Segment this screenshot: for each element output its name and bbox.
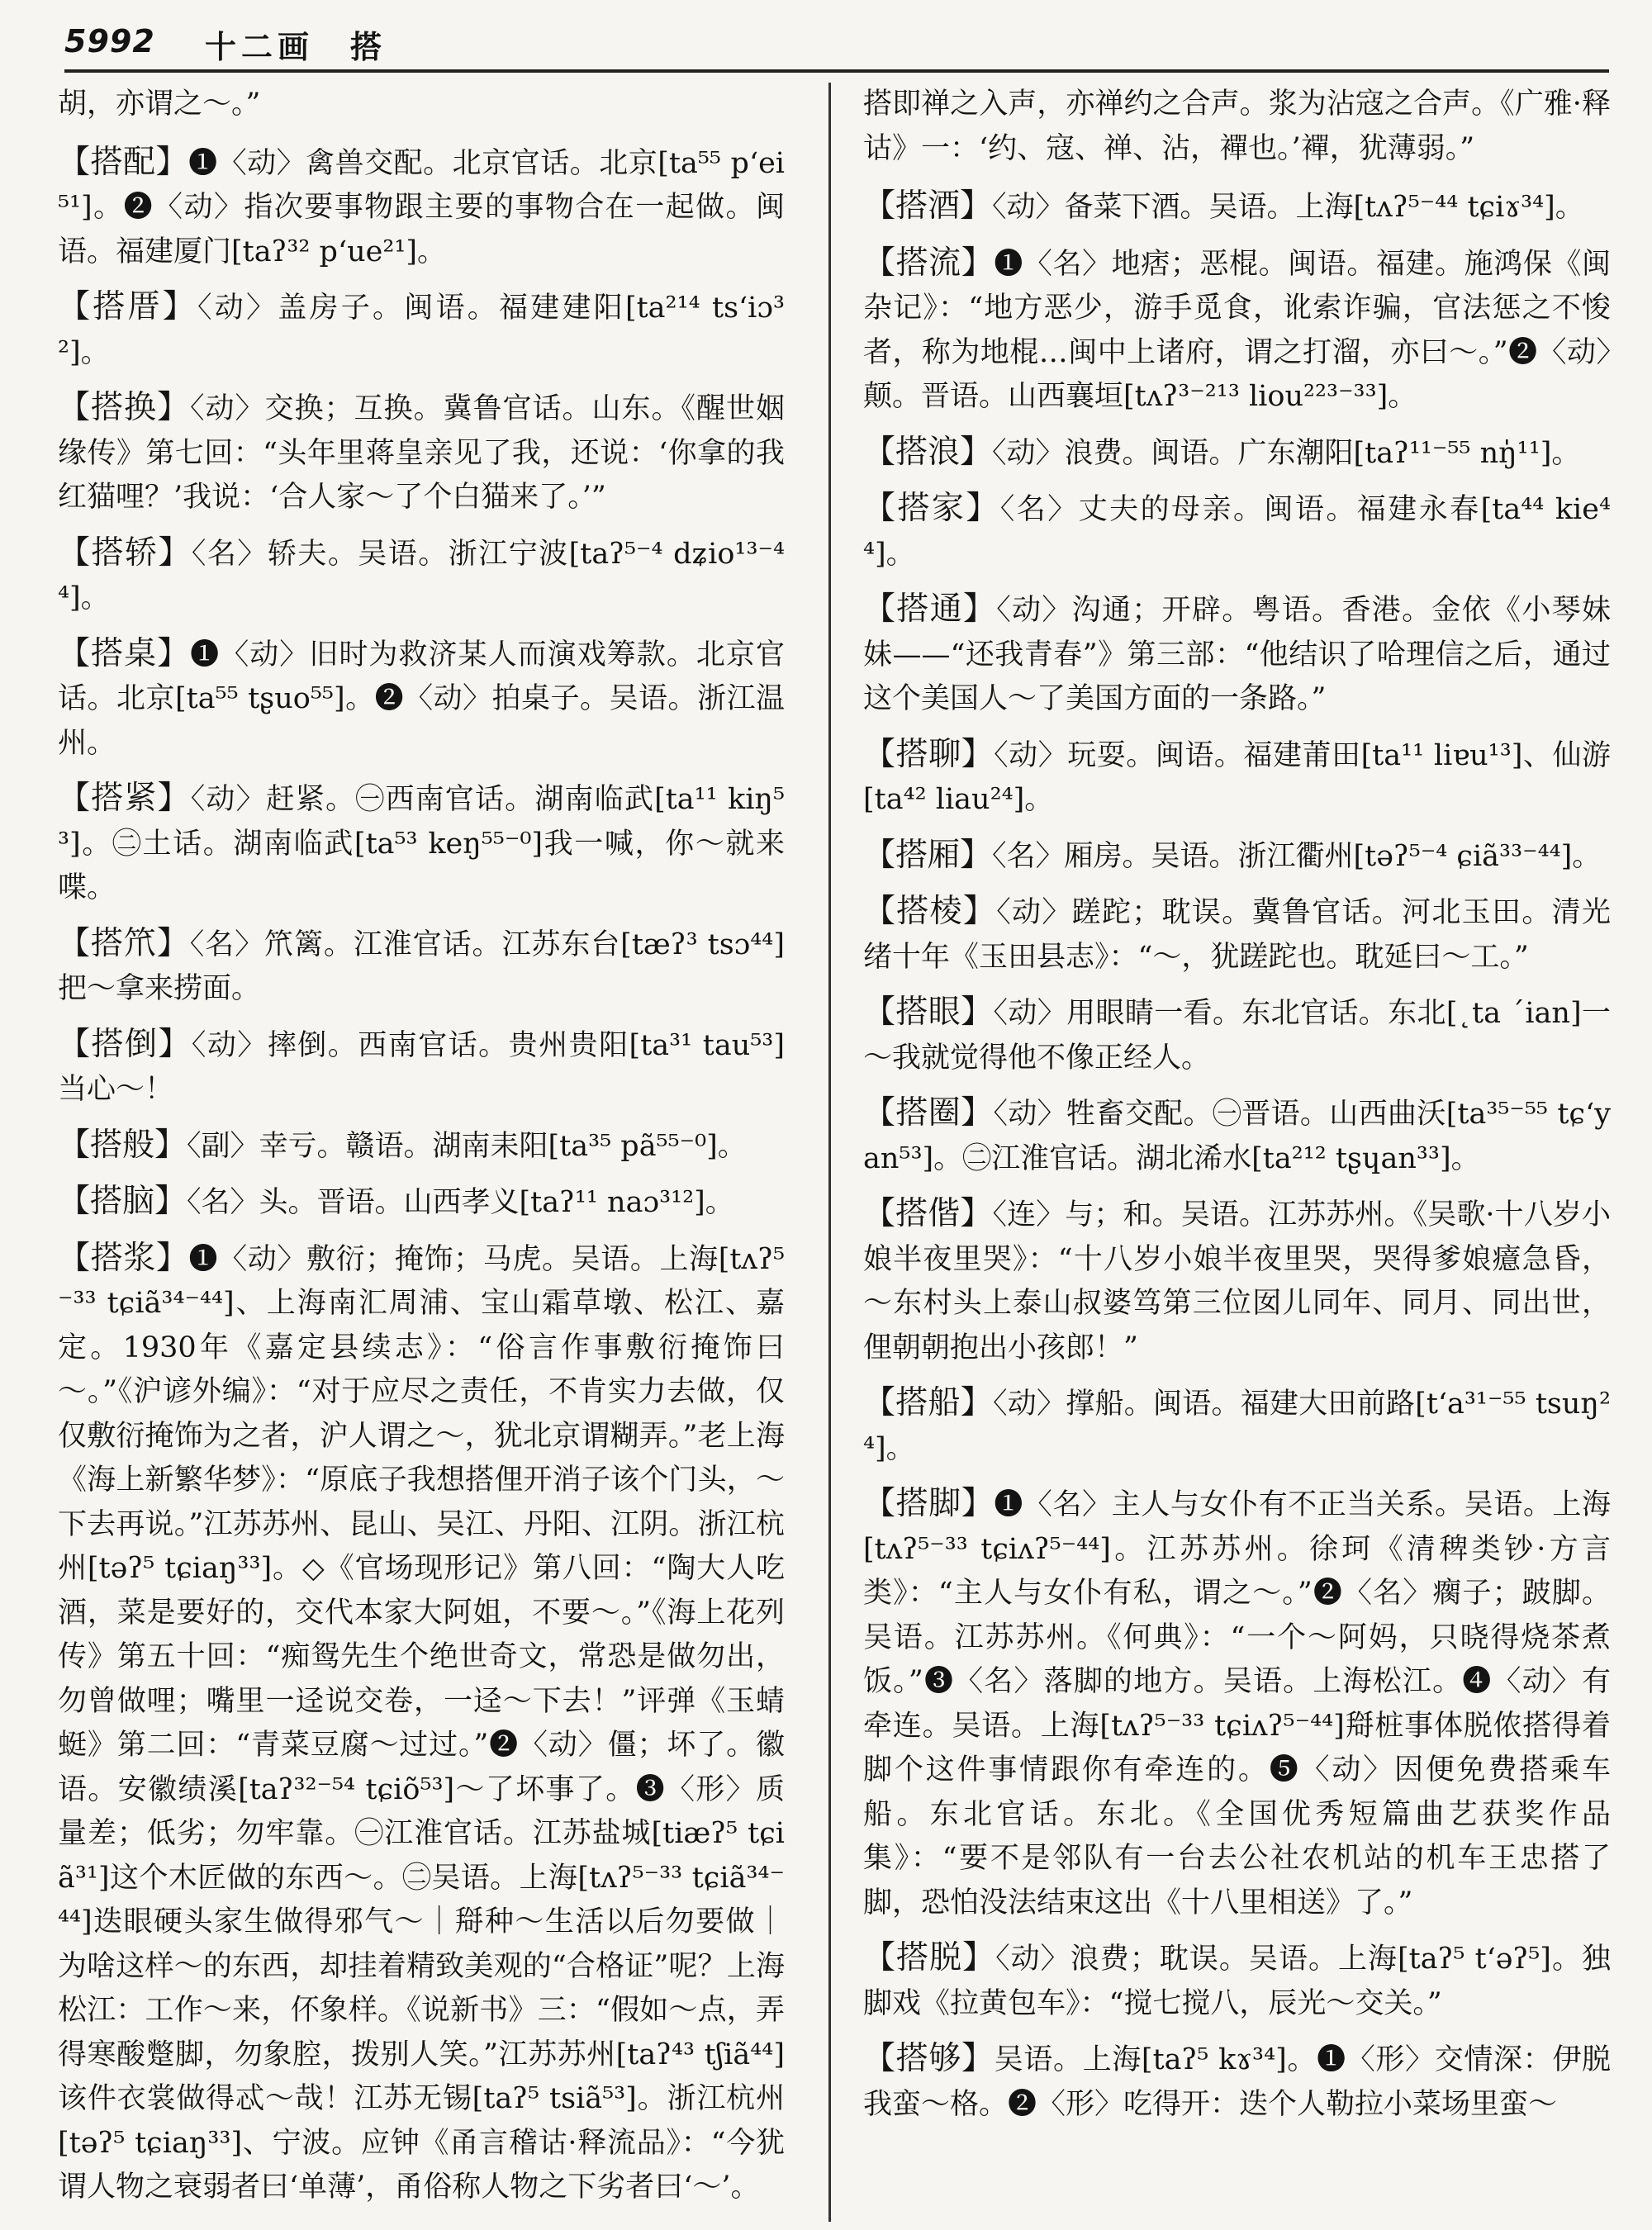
entry-headword: 【搭聊】 xyxy=(863,735,995,773)
entry-headword: 【搭配】 xyxy=(58,143,189,181)
dictionary-entry-dachuan xyxy=(863,1381,1611,1471)
dictionary-entry-dajiao xyxy=(58,531,785,621)
dictionary-entry-dajie xyxy=(863,1192,1611,1370)
entry-definition: 〈动〉牲畜交配。㊀晋语。山西曲沃[ta³⁵⁻⁵⁵ tɕ‘yan⁵³]。㊁江淮官话。湖北浠水[ta²¹² tʂɥan³³]。 xyxy=(863,1098,1611,1175)
entry-definition: 〈动〉赶紧。㊀西南官话。湖南临武[ta¹¹ kiŋ⁵³]。㊁土话。湖南临武[ta⁵³ keŋ⁵⁵⁻⁰]我一喊，你～就来喋。 xyxy=(58,783,785,904)
entry-definition: 〈名〉丈夫的母亲。闽语。福建永春[ta⁴⁴ kie⁴⁴]。 xyxy=(863,493,1611,571)
entry-headword: 【搭浆】 xyxy=(58,1239,189,1277)
entry-definition: 〈动〉撑船。闽语。福建大田前路[t‘a³¹⁻⁵⁵ tsuŋ²⁴]。 xyxy=(863,1388,1611,1465)
dictionary-entry-cont-chan xyxy=(863,83,1611,171)
entry-definition: 〈副〉幸亏。赣语。湖南耒阳[ta³⁵ pã⁵⁵⁻⁰]。 xyxy=(187,1129,747,1163)
dictionary-entry-cont-hu xyxy=(58,83,785,127)
entry-headword: 【搭流】 xyxy=(863,244,995,282)
entry-headword: 【搭够】 xyxy=(863,2040,995,2077)
entry-definition: 〈动〉玩耍。闽语。福建莆田[ta¹¹ liɐu¹³]、仙游[ta⁴² liau²⁴]。 xyxy=(863,738,1611,816)
entry-definition: ❶〈名〉地痞；恶棍。闽语。福建。施鸿保《闽杂记》：“地方恶少，游手觅食，讹索诈骗，官法惩之不悛者，称为地棍…闽中上诸府，谓之打溜，亦曰～。”❷〈动〉颠。晋语。山西襄垣[tʌʔ³⁻²¹³ liou²²³⁻³³]。 xyxy=(863,247,1611,413)
entry-definition: 〈连〉与；和。吴语。江苏苏州。《吴歌·十八岁小娘半夜里哭》：“十八岁小娘半夜里哭，哭得爹娘癔急昏，～东村头上泰山叔婆笃第三位囡儿同年、同月、同出世，俚朝朝抱出小孩郎！” xyxy=(863,1198,1611,1364)
entry-headword: 【搭船】 xyxy=(863,1384,993,1421)
dictionary-entry-dajiang xyxy=(58,1236,785,2210)
dictionary-entry-daling xyxy=(863,890,1611,980)
entry-headword: 【搭轿】 xyxy=(58,534,192,572)
dictionary-entry-daxiang xyxy=(863,833,1611,880)
dictionary-entry-daban xyxy=(58,1123,785,1170)
entry-headword: 【搭浪】 xyxy=(863,433,993,471)
entry-definition: ❶〈动〉禽兽交配。北京官话。北京[ta⁵⁵ p‘ei⁵¹]。❷〈动〉指次要事物跟主要的事物合在一起做。闽语。福建厦门[taʔ³² p‘ue²¹]。 xyxy=(58,146,785,268)
entry-definition: 胡，亦谓之～。” xyxy=(58,88,261,121)
entry-definition: 〈名〉轿夫。吴语。浙江宁波[taʔ⁵⁻⁴ dʑio¹³⁻⁴⁴]。 xyxy=(58,537,785,614)
entry-headword: 【搭厝】 xyxy=(58,288,197,325)
entry-headword: 【搭脚】 xyxy=(863,1485,995,1522)
dictionary-entry-dadao xyxy=(58,1022,785,1113)
entry-definition: 〈动〉交换；互换。冀鲁官话。山东。《醒世姻缘传》第七回：“头年里蒋皇亲见了我，还说：‘你拿的我红猫哩？’我说：‘合人家～了个白猫来了。’” xyxy=(58,392,785,514)
entry-definition: 〈动〉沟通；开辟。粤语。香港。金依《小琴妹妹——“还我青春”》第三部：“他结识了哈理信之后，通过这个美国人～了美国方面的一条路。” xyxy=(863,594,1611,715)
entry-headword: 【搭笊】 xyxy=(58,924,190,962)
dictionary-entry-dajin xyxy=(58,776,785,911)
entry-headword: 【搭紧】 xyxy=(58,780,191,817)
dictionary-entry-dajia xyxy=(863,486,1611,576)
dictionary-entry-datuo xyxy=(863,1936,1611,2026)
entry-definition: 〈动〉浪费；耽误。吴语。上海[taʔ⁵ t‘əʔ⁵]。独脚戏《拉黄包车》：“搅七搅八，辰光～交关。” xyxy=(863,1943,1611,2020)
dictionary-entry-dajiu xyxy=(863,184,1611,230)
dictionary-entry-dahuan xyxy=(58,386,785,520)
column-divider xyxy=(828,83,831,2222)
entry-headword: 【搭倒】 xyxy=(58,1025,192,1063)
entry-definition: ❶〈名〉主人与女仆有不正当关系。吴语。上海[tʌʔ⁵⁻³³ tɕiʌʔ⁵⁻⁴⁴]。江苏苏州。徐珂《清稗类钞·方言类》：“主人与女仆有私，谓之～。”❷〈名〉瘸子；跛脚。吴语。江苏苏州。《何典》：“一个～阿妈，只晓得烧茶煮饭。”❸〈名〉落脚的地方。吴语。上海松江。❹〈动〉有牵连。吴语。上海[tʌʔ⁵⁻³³ tɕiʌʔ⁵⁻⁴⁴]搿桩事体脱侬搭得着脚个这件事情跟你有牵连的。❺〈动〉因便免费搭乘车船。东北官话。东北。《全国优秀短篇曲艺获奖作品集》：“要不是邻队有一台去公社农机站的机车王忠搭了脚，恐怕没法结束这出《十八里相送》了。” xyxy=(863,1488,1611,1919)
entry-definition: 〈名〉笊篱。江淮官话。江苏东台[tæʔ³ tsɔ⁴⁴]把～拿来捞面。 xyxy=(58,928,785,1005)
entry-headword: 【搭换】 xyxy=(58,389,190,426)
dictionary-entry-dazha xyxy=(58,922,785,1012)
entry-definition: 〈动〉盖房子。闽语。福建建阳[ta²¹⁴ ts‘iɔ³²]。 xyxy=(58,292,785,369)
left-column xyxy=(58,83,785,2221)
dictionary-entry-dacuo xyxy=(58,285,785,375)
entry-definition: 〈动〉备菜下酒。吴语。上海[tʌʔ⁵⁻⁴⁴ tɕiɤ³⁴]。 xyxy=(992,191,1584,224)
entry-definition: 吴语。上海[taʔ⁵ kɤ³⁴]。❶〈形〉交情深：伊脱我蛮～格。❷〈形〉吃得开：迭个人勒拉小菜场里蛮～ xyxy=(863,2043,1611,2121)
entry-headword: 【搭厢】 xyxy=(863,836,993,874)
entry-definition: ❶〈动〉旧时为救济某人而演戏筹款。北京官话。北京[ta⁵⁵ tʂuo⁵⁵]。❷〈动〉拍桌子。吴语。浙江温州。 xyxy=(58,638,785,760)
page-header xyxy=(64,18,1609,73)
entry-headword: 【搭眼】 xyxy=(863,994,994,1031)
entry-headword: 【搭家】 xyxy=(863,490,1000,527)
entry-definition: 搭即禅之入声，亦禅约之合声。浆为沾寇之合声。《广雅·释诂》一：‘约、寇、禅、沾，襌也。’襌，犹薄弱。” xyxy=(863,88,1611,165)
page-number: 5992 xyxy=(64,23,155,59)
entry-headword: 【搭通】 xyxy=(863,591,997,628)
dictionary-entry-dazhuo xyxy=(58,632,785,766)
entry-headword: 【搭脑】 xyxy=(58,1183,188,1220)
dictionary-entry-daliao xyxy=(863,733,1611,823)
entry-definition: 〈动〉用眼睛一看。东北官话。东北[˛ta ˊian]一～我就觉得他不像正经人。 xyxy=(863,997,1611,1075)
entry-definition: 〈动〉蹉跎；耽误。冀鲁官话。河北玉田。清光绪十年《玉田县志》：“～，犹蹉跎也。耽延曰～工。” xyxy=(863,896,1611,974)
dictionary-entry-dajiao2 xyxy=(863,1482,1611,1925)
dictionary-entry-dajuan xyxy=(863,1091,1611,1181)
entry-definition: ❶〈动〉敷衍；掩饰；马虎。吴语。上海[tʌʔ⁵⁻³³ tɕiã³⁴⁻⁴⁴]、上海南汇周浦、宝山霜草墩、松江、嘉定。1930年《嘉定县续志》：“俗言作事敷衍掩饰曰～。”《沪谚外编》：“对于应尽之责任，不肯实力去做，仅仅敷衍掩饰为之者，沪人谓之～，犹北京谓糊弄。”老上海《海上新繁华梦》：“原底子我想搭俚开消子该个门头，～下去再说。”江苏苏州、昆山、吴江、丹阳、江阴。浙江杭州[təʔ⁵ tɕiaŋ³³]。◇《官场现形记》第八回：“陶大人吃酒，菜是要好的，交代本家大阿姐，不要～。”《海上花列传》第五十回：“痴鸳先生个绝世奇文，常恐是做勿出，勿曾做哩；嘴里一迳说交卷，一迳～下去！”评弹《玉蜻蜓》第二回：“青菜豆腐～过过。”❷〈动〉僵；坏了。徽语。安徽绩溪[taʔ³²⁻⁵⁴ tɕiõ⁵³]～了坏事了。❸〈形〉质量差；低劣；勿牢靠。㊀江淮官话。江苏盐城[tiæʔ⁵ tɕiã³¹]这个木匠做的东西～。㊁吴语。上海[tʌʔ⁵⁻³³ tɕiã³⁴⁻⁴⁴]迭眼硬头家生做得邪气～｜搿种～生活以后勿要做｜为啥这样～的东西，却挂着精致美观的“合格证”呢？上海松江：工作～来，伓象样。《说新书》三：“假如～点，弄得寒酸蹩脚，勿象腔，拨别人笑。”江苏苏州[taʔ⁴³ tʃiã⁴⁴]该件衣裳做得忒～哉！江苏无锡[taʔ⁵ tsiã⁵³]。浙江杭州[təʔ⁵ tɕiaŋ³³]、宁波。应钟《甬言稽诂·释流品》：“今犹谓人物之衰弱者曰‘单薄’，甬俗称人物之下劣者曰‘～’。 xyxy=(58,1242,785,2204)
right-column xyxy=(863,83,1611,2137)
entry-headword: 【搭圈】 xyxy=(863,1094,994,1132)
entry-definition: 〈名〉厢房。吴语。浙江衢州[təʔ⁵⁻⁴ ɕiã³³⁻⁴⁴]。 xyxy=(992,839,1602,873)
dictionary-entry-daliu xyxy=(863,241,1611,420)
entry-headword: 【搭酒】 xyxy=(863,187,993,225)
dictionary-entry-dalang xyxy=(863,430,1611,477)
entry-headword: 【搭桌】 xyxy=(58,634,191,672)
section-heading: 十二画 搭 xyxy=(205,29,387,65)
entry-definition: 〈动〉摔倒。西南官话。贵州贵阳[ta³¹ tau⁵³]当心～！ xyxy=(58,1028,785,1106)
dictionary-entry-dayan xyxy=(863,990,1611,1080)
entry-definition: 〈动〉浪费。闽语。广东潮阳[taʔ¹¹⁻⁵⁵ nŋ̍¹¹]。 xyxy=(992,436,1581,470)
entry-definition: 〈名〉头。晋语。山西孝义[taʔ¹¹ naɔ³¹²]。 xyxy=(187,1186,734,1219)
entry-headword: 【搭偕】 xyxy=(863,1195,993,1232)
entry-headword: 【搭般】 xyxy=(58,1126,188,1164)
entry-headword: 【搭脱】 xyxy=(863,1939,996,1976)
entry-headword: 【搭棱】 xyxy=(863,893,997,930)
dictionary-entry-dapei xyxy=(58,140,785,275)
dictionary-entry-datong xyxy=(863,587,1611,722)
dictionary-entry-dagou xyxy=(863,2037,1611,2127)
dictionary-entry-danao xyxy=(58,1179,785,1226)
